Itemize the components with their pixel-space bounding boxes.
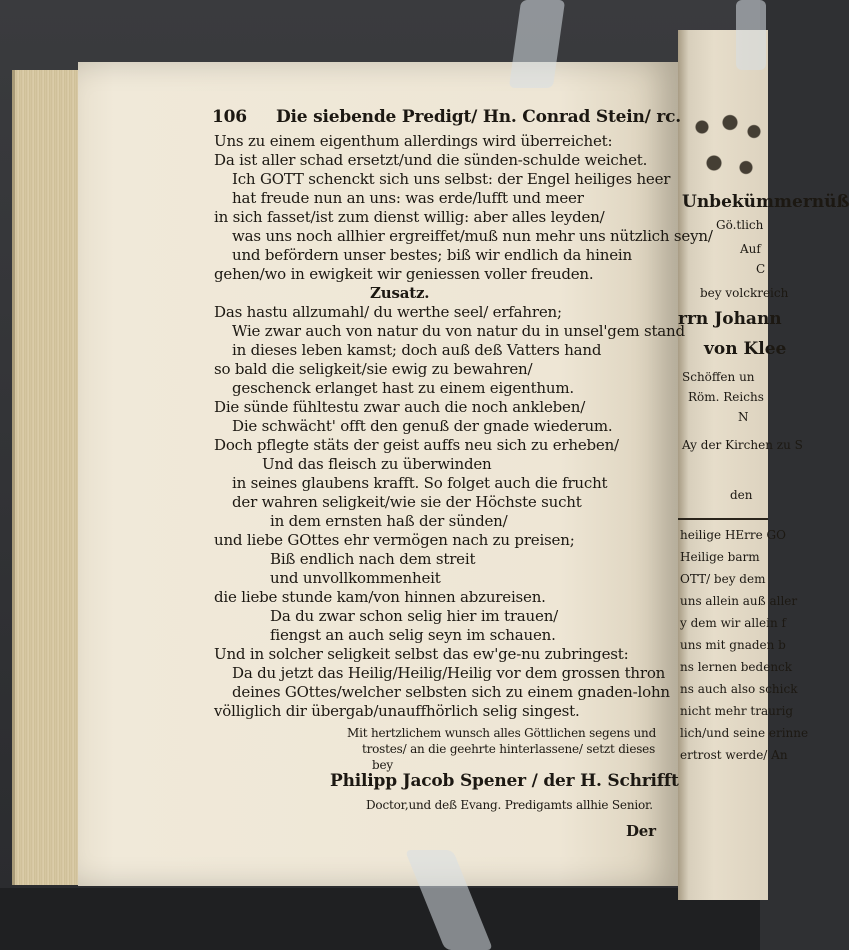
facing-line: rrn Johann: [678, 309, 782, 329]
facing-line: Unbekümmernüß: [682, 192, 849, 212]
facing-line: den: [730, 488, 753, 502]
text-line: Die sünde fühltestu zwar auch die noch ankleben/: [214, 398, 586, 416]
text-line: und befördern unser bestes; biß wir endlich da hinein: [232, 246, 632, 264]
text-line: Wie zwar auch von natur du von natur du in unsel'gem stand: [232, 322, 685, 340]
facing-line: Auf: [740, 242, 761, 256]
text-line: Ich GOTT schenckt sich uns selbst: der Engel heiliges heer: [232, 170, 671, 188]
text-line: Die schwächt' offt den genuß der gnade wiederum.: [232, 417, 613, 435]
facing-line: Gö.tlich: [716, 218, 764, 232]
facing-line: heilige HErre GO: [680, 528, 786, 542]
text-line: Und in solcher seligkeit selbst das ew'ge-nu zubringest:: [214, 645, 629, 663]
text-line: Da ist aller schad ersetzt/und die sünden-schulde weichet.: [214, 151, 648, 169]
text-line: und unvollkommenheit: [270, 569, 441, 587]
text-line: Doch pflegte stäts der geist auffs neu sich zu erheben/: [214, 436, 619, 454]
text-line: die liebe stunde kam/von hinnen abzureisen.: [214, 588, 546, 606]
facing-line: N: [738, 410, 749, 424]
closing-line: bey: [372, 758, 393, 772]
desk-shadow: [0, 888, 760, 950]
text-line: Uns zu einem eigenthum allerdings wird überreichet:: [214, 132, 613, 150]
text-line: geschenck erlanget hast zu einem eigenthum.: [232, 379, 574, 397]
facing-line: lich/und seine erinne: [680, 726, 809, 740]
facing-line: ns lernen bedenck: [680, 660, 793, 674]
text-line: so bald die seligkeit/sie ewig zu bewahren/: [214, 360, 533, 378]
closing-line: Mit hertzlichem wunsch alles Göttlichen segens und: [347, 726, 657, 740]
facing-line: uns mit gnaden b: [680, 638, 786, 652]
facing-page: [678, 30, 849, 900]
facing-line: Heilige barm: [680, 550, 760, 564]
text-line: Da du zwar schon selig hier im trauen/: [270, 607, 559, 625]
facing-line: Röm. Reichs: [688, 390, 764, 404]
facing-line: Ay der Kirchen zu S: [682, 438, 803, 452]
signature-title: Doctor,und deß Evang. Predigamts allhie Senior.: [366, 798, 653, 812]
facing-line: Schöffen un: [682, 370, 755, 384]
text-line: in dieses leben kamst; doch auß deß Vatters hand: [232, 341, 602, 359]
clear-strap: [736, 0, 766, 70]
facing-line: von Klee: [704, 339, 787, 359]
text-line: völliglich dir übergab/unauffhörlich selig singest.: [214, 702, 580, 720]
text-line: was uns noch allhier ergreiffet/muß nun mehr uns nützlich seyn/: [232, 227, 713, 245]
text-line: der wahren seligkeit/wie sie der Höchste sucht: [232, 493, 582, 511]
section-heading: Zusatz.: [370, 284, 430, 302]
text-line: in sich fasset/ist zum dienst willig: aber alles leyden/: [214, 208, 605, 226]
text-line: hat freude nun an uns: was erde/lufft und meer: [232, 189, 584, 207]
facing-line: y dem wir allein f: [680, 616, 786, 630]
text-line: Biß endlich nach dem streit: [270, 550, 476, 568]
text-line: Da du jetzt das Heilig/Heilig/Heilig vor dem grossen thron: [232, 664, 666, 682]
facing-line: C: [756, 262, 766, 276]
ornament-decoration: [686, 100, 766, 190]
text-line: in seines glaubens krafft. So folget auch die frucht: [232, 474, 608, 492]
text-line: deines GOttes/welcher selbsten sich zu einem gnaden-lohn: [232, 683, 670, 701]
catchword: Der: [626, 822, 656, 840]
running-head: Die siebende Predigt/ Hn. Conrad Stein/ rc.: [276, 107, 682, 127]
text-line: Das hastu allzumahl/ du werthe seel/ erfahren;: [214, 303, 562, 321]
facing-rule: [678, 518, 768, 520]
signature: Philipp Jacob Spener / der H. Schrifft: [330, 771, 679, 791]
text-line: in dem ernsten haß der sünden/: [270, 512, 508, 530]
text-line: und liebe GOttes ehr vermögen nach zu preisen;: [214, 531, 575, 549]
facing-line: bey volckreich: [700, 286, 789, 300]
closing-line: trostes/ an die geehrte hinterlassene/ setzt dieses: [362, 742, 656, 756]
facing-line: uns allein auß aller: [680, 594, 798, 608]
facing-line: ertrost werde/ An: [680, 748, 788, 762]
book-page-edges: [12, 70, 85, 885]
text-line: Und das fleisch zu überwinden: [262, 455, 492, 473]
facing-line: OTT/ bey dem: [680, 572, 766, 586]
text-line: gehen/wo in ewigkeit wir geniessen voller freuden.: [214, 265, 594, 283]
page-number: 106: [212, 107, 247, 127]
facing-line: ns auch also schick: [680, 682, 798, 696]
text-line: fiengst an auch selig seyn im schauen.: [270, 626, 556, 644]
facing-line: nicht mehr traurig: [680, 704, 794, 718]
